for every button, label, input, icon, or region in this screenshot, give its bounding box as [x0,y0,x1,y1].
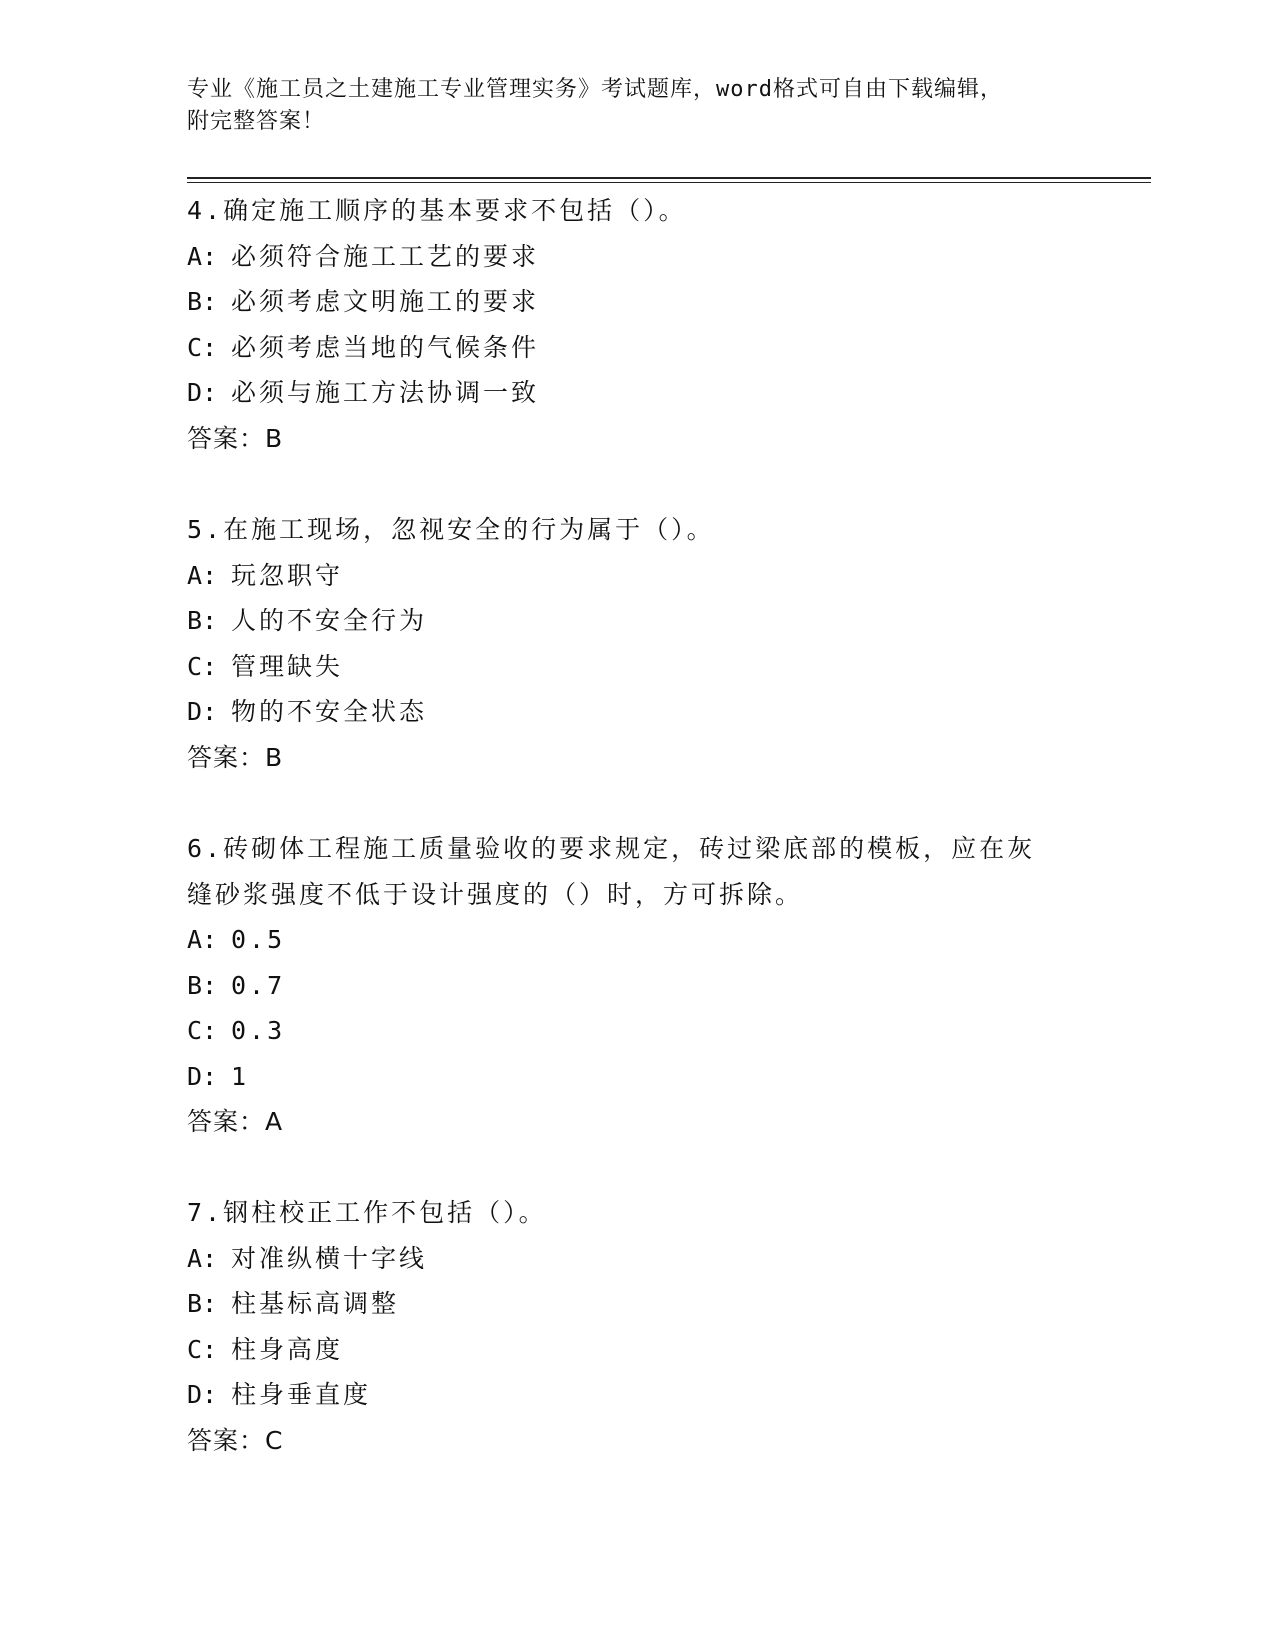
option-text: 必须考虑文明施工的要求 [231,287,540,316]
option-d [187,689,1087,735]
option-text: 必须考虑当地的气候条件 [231,332,540,362]
option-c [187,1008,1087,1054]
option-letter: A: [187,925,218,954]
option-text: 0.5 [231,925,286,954]
option-text: 人的不安全行为 [231,606,428,635]
option-letter: A: [187,1243,218,1273]
question-block [187,507,1087,780]
option-b [187,598,1087,644]
option-letter: B: [187,1289,218,1318]
option-b [187,1281,1087,1327]
option-d [187,1054,1087,1100]
option-a [187,1236,1087,1282]
question-stem-line-2: 缝砂浆强度不低于设计强度的（）时，方可拆除。 [187,879,804,909]
option-text: 0.3 [231,1016,286,1045]
option-d [187,1372,1087,1418]
option-letter: B: [187,287,218,316]
option-text: 对准纵横十字线 [231,1243,428,1273]
question-stem: 5.在施工现场，忽视安全的行为属于（）。 [187,515,715,544]
option-letter: C: [187,332,218,362]
option-text: 柱身垂直度 [231,1380,372,1409]
question-block [187,826,1087,1145]
option-text: 1 [231,1061,250,1091]
option-text: 管理缺失 [231,651,344,681]
option-text: 柱身高度 [231,1334,344,1364]
option-b [187,963,1087,1009]
answer-line: 答案：C [187,1425,284,1455]
question-stem: 7.钢柱校正工作不包括（）。 [187,1198,547,1227]
option-a [187,553,1087,599]
header-divider-thick [187,177,1151,179]
answer-line: 答案：A [187,1107,284,1136]
option-d [187,370,1087,416]
option-letter: D: [187,697,218,726]
question-block [187,188,1087,461]
answer-line: 答案：B [187,742,284,772]
question-stem-line-1: 6.砖砌体工程施工质量验收的要求规定，砖过梁底部的模板，应在灰 [187,834,1036,863]
option-letter: D: [187,1380,218,1409]
header-divider-thin [187,182,1151,183]
option-letter: A: [187,241,218,271]
answer-line: 答案：B [187,423,284,453]
option-text: 0.7 [231,970,286,1000]
question-stem: 4.确定施工顺序的基本要求不包括（）。 [187,196,687,225]
option-letter: C: [187,1334,218,1364]
question-block [187,1190,1087,1463]
option-c [187,325,1087,371]
option-c [187,1327,1087,1373]
header-line-2: 附完整答案！ [187,109,326,134]
option-text: 玩忽职守 [231,560,344,590]
option-letter: B: [187,606,218,635]
option-c [187,644,1087,690]
option-a [187,234,1087,280]
option-a [187,917,1087,963]
option-letter: D: [187,1061,218,1091]
option-letter: B: [187,970,218,1000]
option-letter: A: [187,560,218,590]
option-b [187,279,1087,325]
option-text: 柱基标高调整 [231,1289,400,1318]
option-text: 物的不安全状态 [231,697,428,726]
document-header [187,74,1067,138]
header-line-1: 专业《施工员之土建施工专业管理实务》考试题库，word格式可自由下载编辑， [187,77,1003,102]
option-text: 必须符合施工工艺的要求 [231,241,540,271]
option-letter: D: [187,378,218,407]
option-letter: C: [187,1016,218,1045]
option-letter: C: [187,651,218,681]
option-text: 必须与施工方法协调一致 [231,378,540,407]
